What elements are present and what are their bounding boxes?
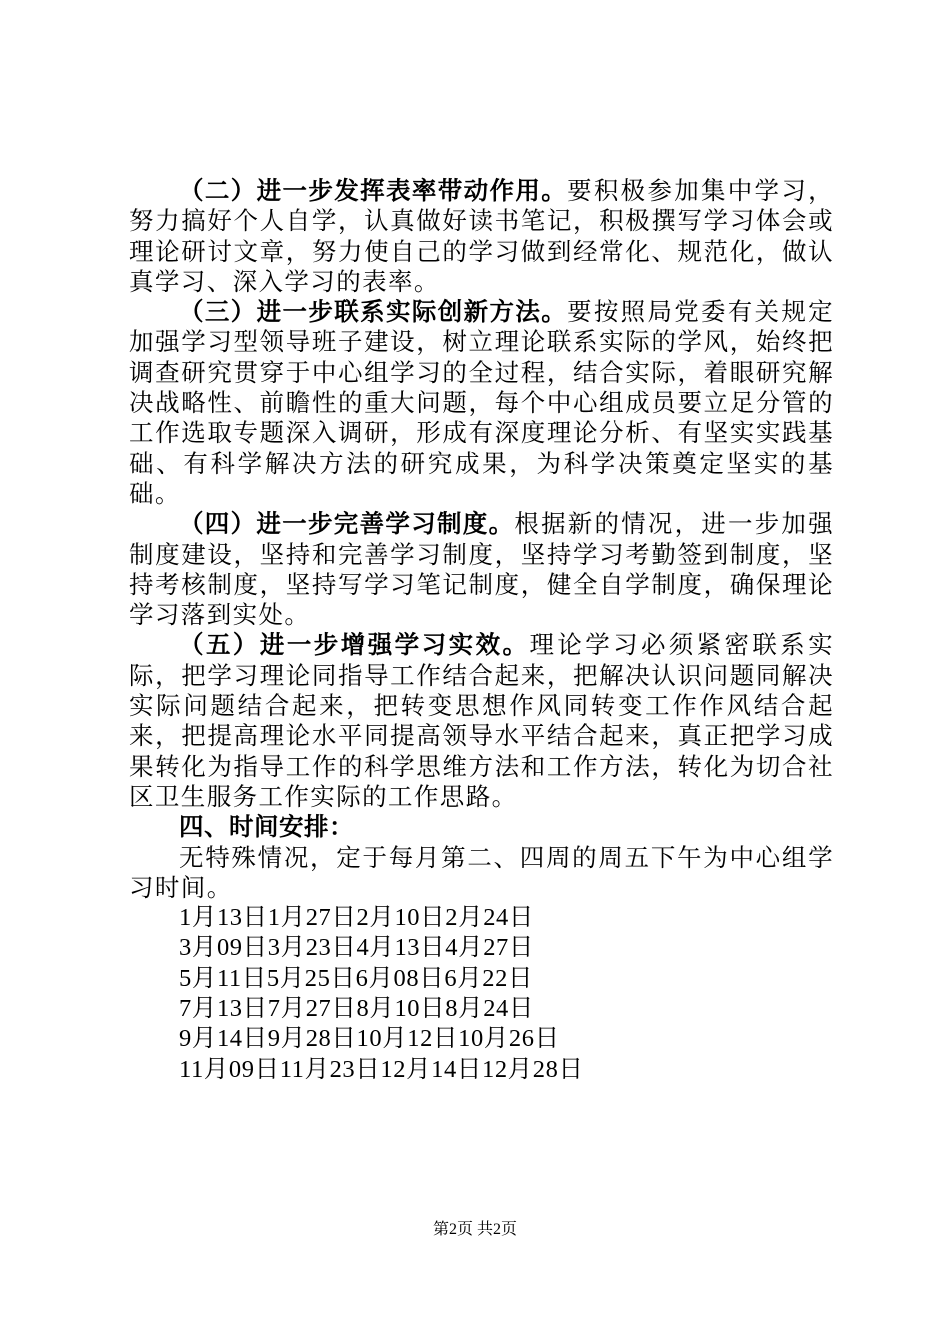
paragraph-item-5 (129, 630, 834, 812)
paragraph-heading: （三）进一步联系实际创新方法。 (179, 297, 568, 327)
schedule-intro: 无特殊情况，定于每月第二、四周的周五下午为中心组学习时间。 (129, 842, 834, 902)
schedule-heading: 四、时间安排： (179, 812, 354, 842)
paragraph-heading: （四）进一步完善学习制度。 (179, 509, 515, 539)
page-number-footer: 第2页 共2页 (432, 1221, 517, 1238)
schedule-date-row: 1月13日1月27日2月10日2月24日 (179, 904, 534, 932)
paragraph-body: 要积极参加集中学习，努力搞好个人自学，认真做好读书笔记，积极撰写学习体会或理论研讨文章，努力使自己的学习做到经常化、规范化，做认真学习、深入学习的表率。 (129, 176, 834, 296)
paragraph-item-3 (129, 297, 834, 509)
schedule-date-row: 7月13日7月27日8月10日8月24日 (179, 995, 534, 1023)
paragraph-body: 要按照局党委有关规定加强学习型领导班子建设，树立理论联系实际的学风，始终把调查研究贯穿于中心组学习的全过程，结合实际，着眼研究解决战略性、前瞻性的重大问题，每个中心组成员要立足分管的工作选取专题深入调研，形成有深度理论分析、有坚实实践基础、有科学解决方法的研究成果，为科学决策奠定坚实的基础。 (129, 297, 834, 508)
paragraph-heading: （五）进一步增强学习实效。 (179, 630, 530, 660)
paragraph-body: 理论学习必须紧密联系实际，把学习理论同指导工作结合起来，把解决认识问题同解决实际问题结合起来，把转变思想作风同转变工作作风结合起来，把提高理论水平同提高领导水平结合起来，真正把学习成果转化为指导工作的科学思维方法和工作方法，转化为切合社区卫生服务工作实际的工作思路。 (129, 630, 835, 811)
schedule-date-row: 5月11日5月25日6月08日6月22日 (179, 964, 534, 992)
schedule-date-row: 3月09日3月23日4月13日4月27日 (179, 934, 534, 962)
paragraph-heading: （二）进一步发挥表率带动作用。 (179, 176, 568, 205)
document-body (129, 176, 834, 1085)
schedule-date-list (129, 903, 834, 1085)
paragraph-item-2 (129, 176, 834, 297)
schedule-date-row: 11月09日11月23日12月14日12月28日 (179, 1055, 584, 1083)
paragraph-item-4 (129, 509, 834, 630)
paragraph-body: 根据新的情况，进一步加强制度建设，坚持和完善学习制度，坚持学习考勤签到制度，坚持考核制度，坚持写学习笔记制度，健全自学制度，确保理论学习落到实处。 (129, 509, 834, 630)
schedule-date-row: 9月14日9月28日10月12日10月26日 (179, 1025, 560, 1053)
